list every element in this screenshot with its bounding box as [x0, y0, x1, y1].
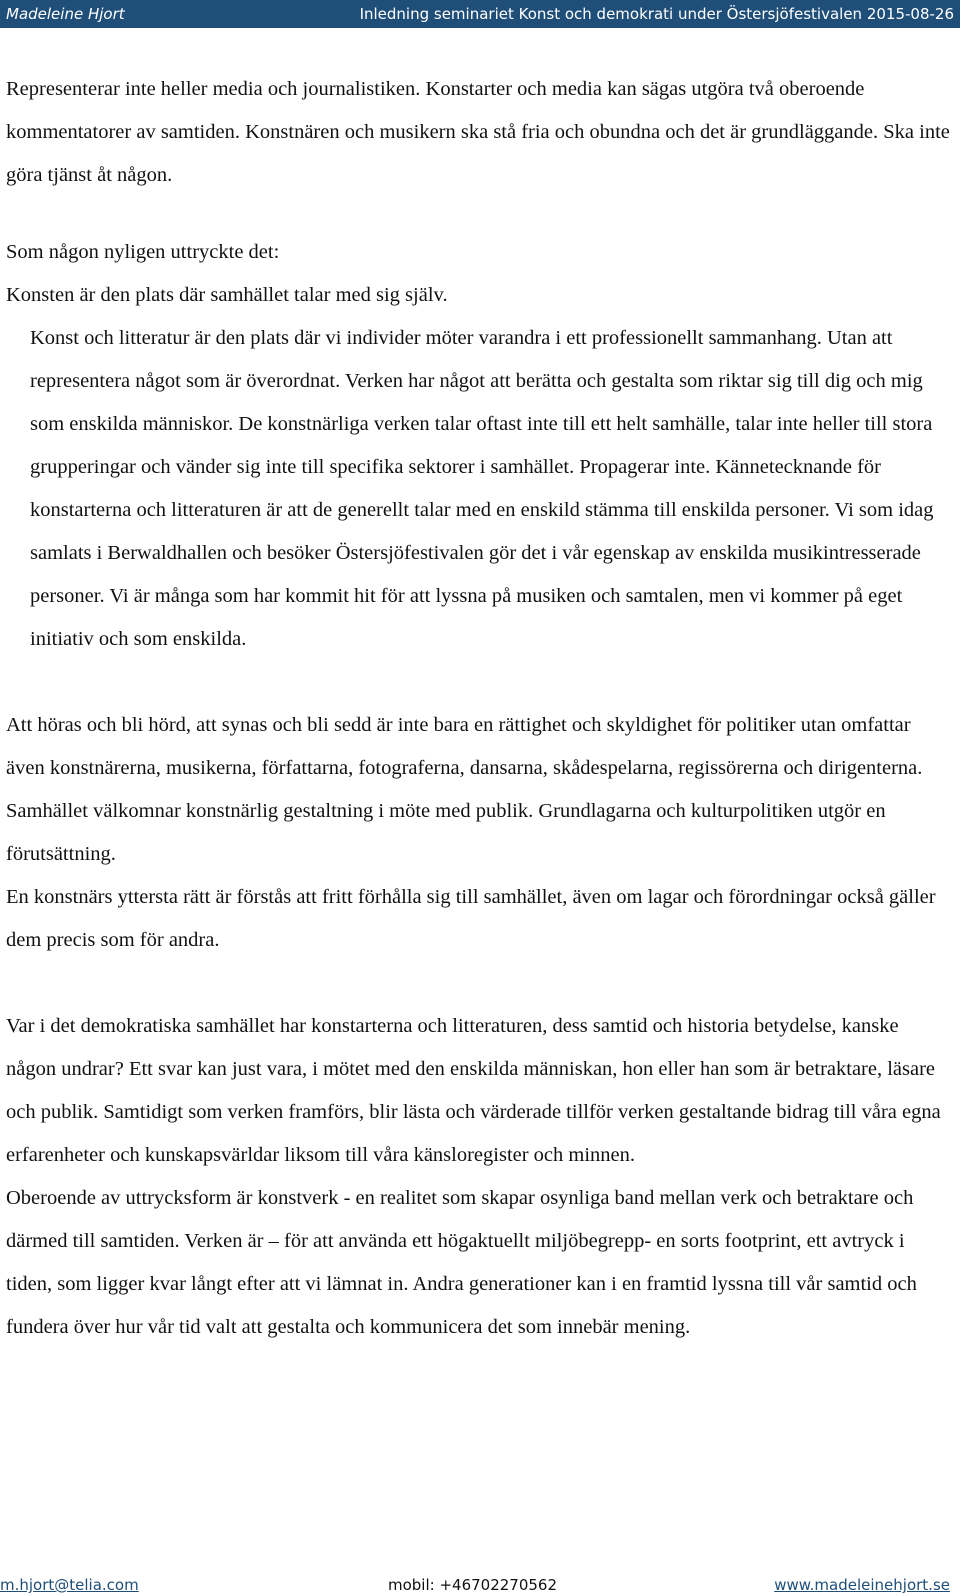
- footer-phone: mobil: +46702270562: [388, 1576, 558, 1594]
- footer-email-link[interactable]: m.hjort@telia.com: [0, 1576, 139, 1594]
- paragraph: Oberoende av uttrycksform är konstverk - en realitet som skapar osynliga band mellan verk och betraktare och därmed till samtiden. Verken är – för att använda ett högaktuellt miljöbegrepp- en sorts footprint, ett avtryck i tiden, som ligger kvar långt efter att vi lämnat in. Andra generationer kan i en framtid lyssna till vår samtid och fundera över hur vår tid valt att gestalta och kommunicera det som innebär mening.: [6, 1187, 917, 1338]
- header-author: Madeleine Hjort: [6, 5, 125, 23]
- paragraph: Representerar inte heller media och journalistiken. Konstarter och media kan sägas utgöra två oberoende kommentatorer av samtiden. Konstnären och musikern ska stå fria och obundna och det är grundläggande. Ska inte göra tjänst åt någon.: [6, 78, 950, 186]
- page-footer: [0, 1576, 960, 1596]
- header-title: Inledning seminariet Konst och demokrati under Östersjöfestivalen 2015-08-26: [359, 5, 954, 23]
- page-header: [0, 0, 960, 28]
- paragraph: Att höras och bli hörd, att synas och bli sedd är inte bara en rättighet och skyldighet för politiker utan omfattar även konstnärerna, musikerna, författarna, fotograferna, dansarna, skådespelarna, regissörerna och dirigenterna. Samhället välkomnar konstnärlig gestaltning i möte med publik. Grundlagarna och kulturpolitiken utgör en förutsättning.: [6, 714, 923, 865]
- paragraph: Konsten är den plats där samhället talar med sig själv.: [6, 284, 448, 306]
- paragraph: Var i det demokratiska samhället har konstarterna och litteraturen, dess samtid och historia betydelse, kanske någon undrar? Ett svar kan just vara, i mötet med den enskilda människan, hon eller han som är betraktare, läsare och publik. Samtidigt som verken framförs, blir lästa och värderade tillför verken gestaltande bidrag till våra egna erfarenheter och kunskapsvärldar liksom till våra känsloregister och minnen.: [6, 1015, 941, 1166]
- document-body: [6, 68, 950, 1349]
- paragraph: Konst och litteratur är den plats där vi individer möter varandra i ett professionellt sammanhang. Utan att representera något som är överordnat. Verken har något att berätta och gestalta som riktar sig till dig och mig som enskilda människor. De konstnärliga verken talar oftast inte till ett helt samhälle, talar inte heller till stora grupperingar och vänder sig inte till specifika sektorer i samhället. Propagerar inte. Kännetecknande för konstarterna och litteraturen är att de generellt talar med en enskild stämma till enskilda personer. Vi som idag samlats i Berwaldhallen och besöker Östersjöfestivalen gör det i vår egenskap av enskilda musikintresserade personer. Vi är många som har kommit hit för att lyssna på musiken och samtalen, men vi kommer på eget initiativ och som enskilda.: [30, 327, 934, 650]
- paragraph: Som någon nyligen uttryckte det:: [6, 241, 280, 263]
- footer-website-link[interactable]: www.madeleinehjort.se: [774, 1576, 950, 1594]
- paragraph: En konstnärs yttersta rätt är förstås att fritt förhålla sig till samhället, även om lagar och förordningar också gäller dem precis som för andra.: [6, 886, 936, 951]
